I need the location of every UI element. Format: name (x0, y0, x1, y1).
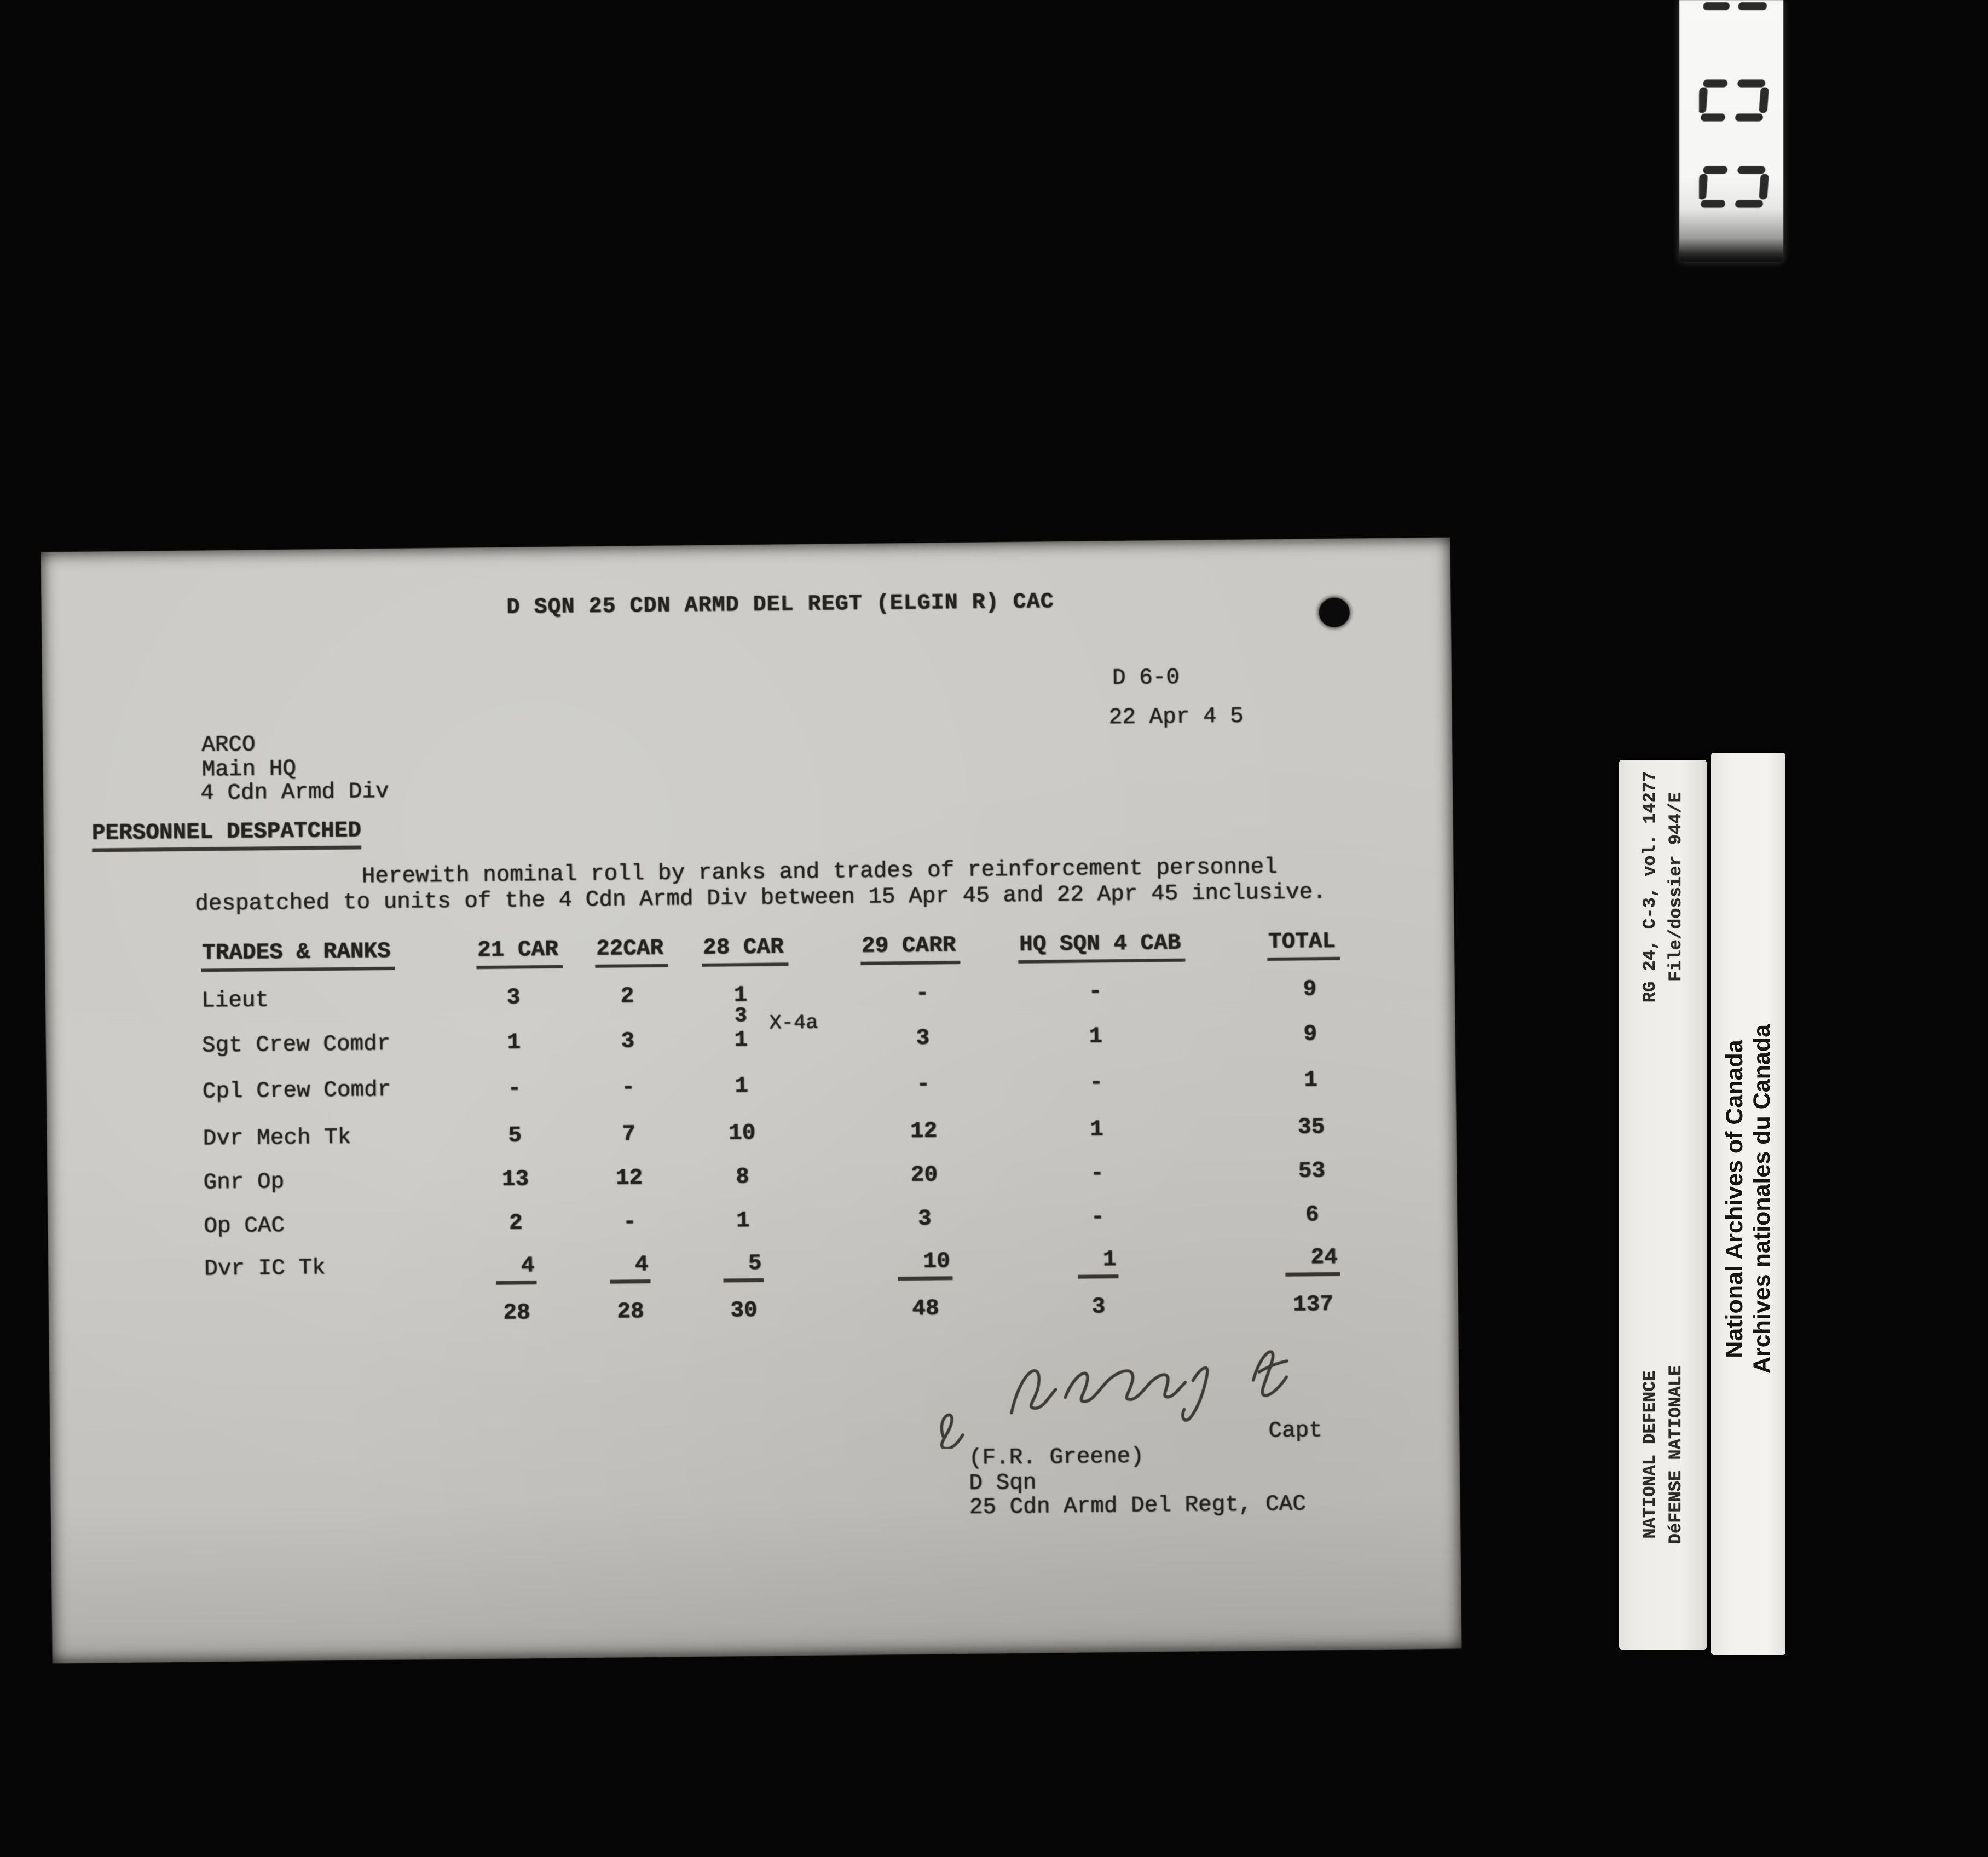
cell-value: 9 (1303, 977, 1317, 1002)
row-label: Cpl Crew Comdr (202, 1077, 391, 1105)
cell-value (1051, 1247, 1145, 1279)
cell-value: 1 (734, 1028, 748, 1053)
cell-value: - (1089, 1070, 1103, 1095)
column-header-22car: 22CAR (595, 936, 668, 968)
column-header-29carr: 29 CARR (860, 933, 961, 965)
row-label: Dvr IC Tk (204, 1255, 326, 1282)
archive-ref-line: RG 24, C-3, vol. 14277 (1640, 771, 1660, 1003)
signature-name: (F.R. Greene) (968, 1444, 1144, 1471)
cell-value: 3 (916, 1025, 930, 1051)
cell-value: 1 (507, 1030, 521, 1056)
column-header-hqsqn: HQ SQN 4 CAB (1018, 931, 1186, 964)
table-row-op-cac (48, 1201, 1457, 1243)
archives-canada-strip (1711, 753, 1785, 1655)
cell-value: 7 (622, 1122, 636, 1147)
film-counter-digit-partial (1699, 0, 1771, 12)
underlined-value: 4 (610, 1252, 651, 1284)
cell-value: 8 (735, 1164, 750, 1190)
address-line: Main HQ (201, 756, 297, 783)
cell-value (697, 1250, 790, 1283)
total-value: 30 (730, 1297, 758, 1324)
signature-unit-line: 25 Cdn Armd Del Regt, CAC (969, 1491, 1307, 1520)
row-label: Dvr Mech Tk (203, 1124, 351, 1152)
cell-value: 1 (1304, 1068, 1318, 1093)
reference-number: D 6-0 (1112, 665, 1180, 691)
body-text-line: despatched to units of the 4 Cdn Armd Div between 15 Apr 45 and 22 Apr 45 inclusive. (194, 879, 1327, 917)
document-date: 22 Apr 4 5 (1108, 703, 1244, 731)
national-defence-line: NATIONAL DEFENCE (1640, 1370, 1660, 1539)
cell-value: 2 (508, 1210, 523, 1236)
column-header-trades: TRADES & RANKS (201, 939, 395, 972)
national-defence-line: DéFENSE NATIONALE (1666, 1365, 1686, 1544)
cell-value (470, 1253, 563, 1285)
cell-value: - (915, 981, 929, 1006)
film-counter-strip (1679, 0, 1783, 262)
total-value: 3 (1091, 1294, 1106, 1320)
cell-value: 12 (910, 1118, 938, 1144)
table-row-gnr-op (47, 1157, 1457, 1199)
underlined-value: 1 (1078, 1247, 1119, 1279)
column-header-21car: 21 CAR (476, 937, 563, 970)
total-value: 48 (912, 1296, 939, 1322)
signature-rank: Capt (1268, 1418, 1323, 1444)
cell-value: 35 (1297, 1115, 1325, 1140)
total-value: 28 (503, 1300, 530, 1326)
film-counter-digit (1699, 165, 1771, 210)
address-line: ARCO (201, 732, 256, 758)
signature-unit-line: D Sqn (969, 1470, 1037, 1496)
archive-reference-text (1637, 771, 1689, 1002)
row-label: Op CAC (204, 1213, 285, 1239)
cell-value: 5 (508, 1123, 522, 1149)
address-line: 4 Cdn Armd Div (200, 778, 389, 806)
archive-ref-line: File/dossier 944/E (1666, 792, 1686, 982)
cell-value: - (1090, 1161, 1104, 1186)
film-counter-digit (1699, 78, 1771, 123)
footnote-annotation: X-4a (769, 1011, 818, 1035)
national-defence-text (1637, 1365, 1689, 1544)
document-paper (41, 538, 1461, 1664)
underlined-value: 4 (496, 1253, 537, 1285)
cell-value: 1 (1089, 1024, 1103, 1049)
cell-value: 1 (733, 983, 748, 1008)
table-row-dvr-ic-tk (48, 1244, 1458, 1286)
archives-canada-line: National Archives of Canada (1721, 1040, 1748, 1358)
cell-value: 12 (615, 1166, 643, 1191)
underlined-value: 5 (723, 1251, 764, 1283)
cell-value: 10 (728, 1120, 756, 1146)
cell-value: 9 (1303, 1022, 1317, 1047)
row-label: Sgt Crew Comdr (201, 1031, 391, 1059)
table-row-cpl-crew-comdr (47, 1066, 1456, 1109)
cell-value: - (1088, 979, 1102, 1005)
cell-value: 3 (734, 1004, 748, 1028)
cell-value: - (916, 1071, 931, 1097)
cell-value: 6 (1305, 1202, 1319, 1228)
row-label: Lieut (201, 988, 269, 1014)
cell-value: 1 (736, 1208, 750, 1234)
archive-reference-strip (1619, 760, 1707, 1650)
subject-heading: PERSONNEL DESPATCHED (92, 818, 362, 852)
cell-value: - (621, 1075, 635, 1100)
document-title: D SQN 25 CDN ARMD DEL REGT (ELGIN R) CAC (506, 590, 1054, 620)
underlined-value: 24 (1285, 1245, 1340, 1277)
cell-value (583, 1252, 677, 1284)
archives-canada-text (1721, 1024, 1776, 1374)
cell-value: 1 (1090, 1117, 1104, 1143)
cell-value: - (507, 1076, 522, 1101)
cell-value: - (1090, 1204, 1105, 1230)
total-value: 137 (1292, 1291, 1334, 1318)
cell-value: - (622, 1209, 637, 1235)
total-value: 28 (617, 1299, 644, 1325)
body-text-line: Herewith nominal roll by ranks and trades of reinforcement personnel (361, 854, 1278, 890)
cell-value: 3 (621, 1029, 635, 1054)
column-header-28car: 28 CAR (702, 935, 788, 967)
cell-value: 1 (735, 1074, 749, 1099)
cell-value: 3 (917, 1206, 932, 1232)
cell-value: 53 (1298, 1158, 1326, 1184)
cell-value: 20 (910, 1162, 938, 1188)
cell-value (1266, 1244, 1360, 1277)
cell-value: 3 (506, 985, 521, 1011)
archives-canada-line: Archives nationales du Canada (1749, 1024, 1775, 1374)
cell-value: 13 (501, 1167, 529, 1192)
hole-punch (1319, 598, 1350, 628)
row-label: Gnr Op (203, 1169, 285, 1196)
table-totals-row (49, 1290, 1458, 1333)
column-header-total: TOTAL (1267, 929, 1340, 961)
cell-value: 2 (620, 984, 634, 1010)
cell-value (879, 1249, 972, 1281)
table-row-dvr-mech-tk (47, 1114, 1456, 1156)
underlined-value: 10 (898, 1249, 952, 1281)
